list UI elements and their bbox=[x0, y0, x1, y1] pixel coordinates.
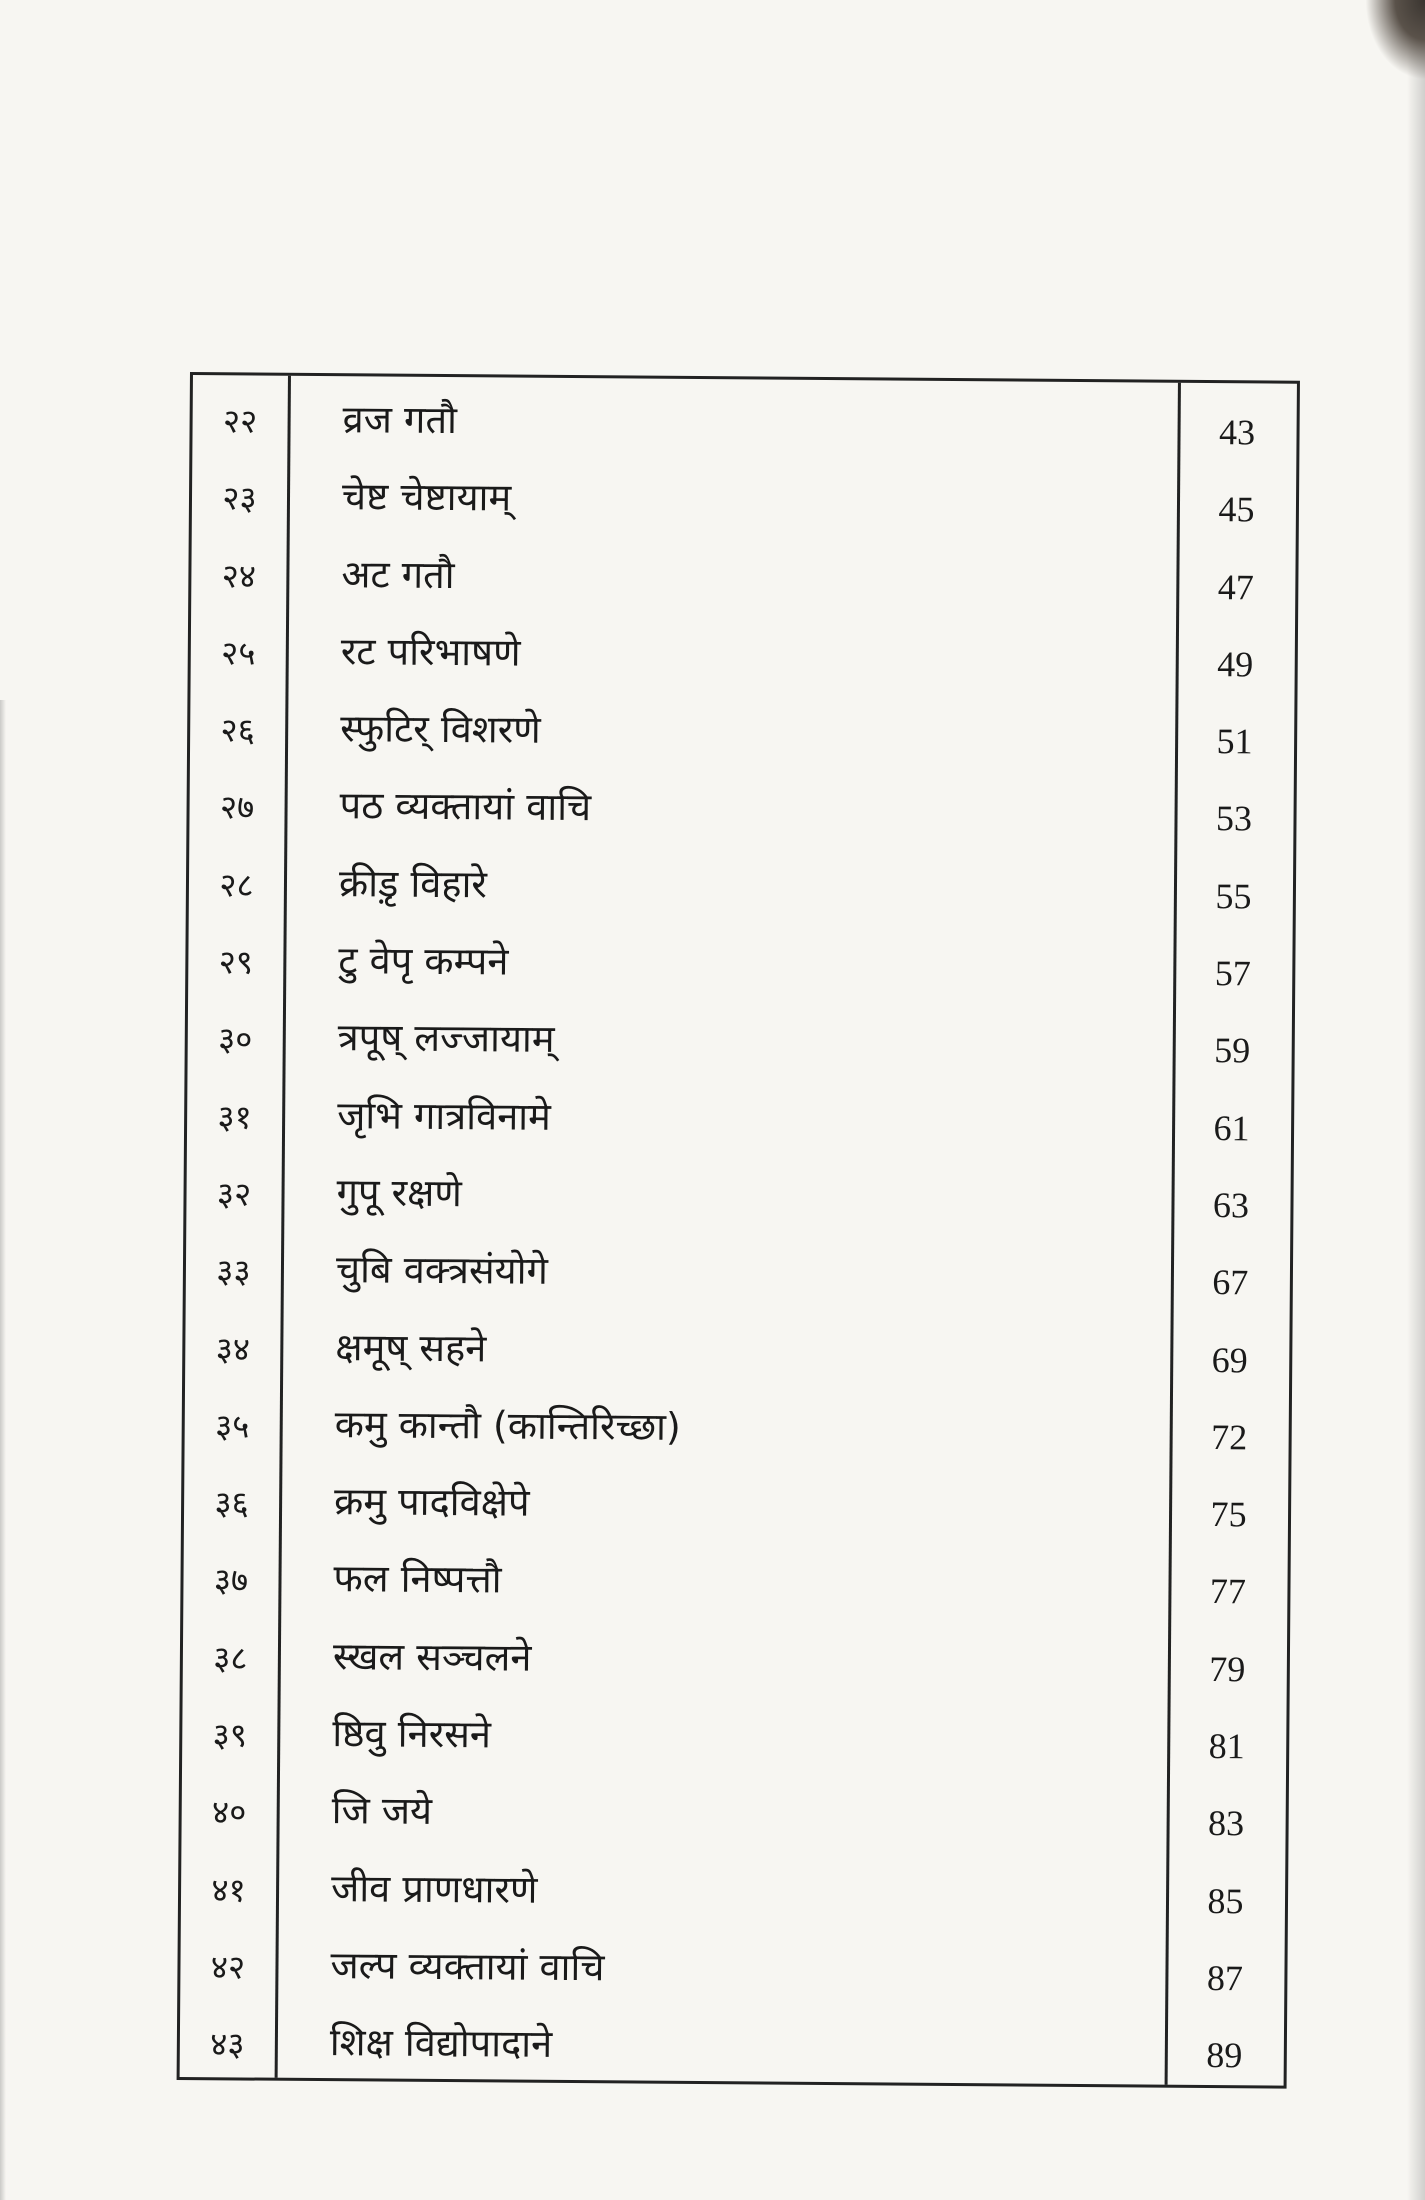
page-number: 85 bbox=[1207, 1880, 1244, 1921]
chapter-title: टु वेपृ कम्पने bbox=[338, 938, 509, 984]
table-row bbox=[183, 1620, 1288, 1706]
table-row bbox=[190, 692, 1295, 778]
chapter-title: फल निष्पत्तौ bbox=[333, 1556, 502, 1602]
page-number: 49 bbox=[1217, 643, 1254, 685]
table-row bbox=[182, 1697, 1287, 1783]
table-row bbox=[191, 538, 1296, 624]
chapter-title: जृभि गात्रविनामे bbox=[336, 1092, 552, 1139]
table-row bbox=[181, 1774, 1286, 1860]
page-number: 59 bbox=[1214, 1030, 1251, 1071]
table-row bbox=[185, 1311, 1290, 1397]
table-row bbox=[181, 1852, 1286, 1938]
page-number: 81 bbox=[1208, 1726, 1245, 1767]
chapter-title: स्फुटिर् विशरणे bbox=[340, 706, 541, 752]
chapter-title: रट परिभाषणे bbox=[340, 629, 521, 675]
table-row bbox=[189, 769, 1294, 855]
page-number: 63 bbox=[1212, 1185, 1250, 1226]
table-row bbox=[192, 460, 1297, 546]
table-row bbox=[184, 1465, 1289, 1551]
page-number: 87 bbox=[1206, 1957, 1244, 1999]
chapter-title: क्रीड़ृ विहारे bbox=[338, 860, 488, 907]
chapter-number: ३९ bbox=[212, 1715, 248, 1755]
page-number: 69 bbox=[1211, 1339, 1248, 1380]
table-row bbox=[187, 1079, 1292, 1165]
chapter-number: ४० bbox=[211, 1792, 247, 1832]
page-number: 72 bbox=[1211, 1416, 1248, 1458]
chapter-number: ३६ bbox=[214, 1483, 249, 1523]
table-row bbox=[183, 1542, 1288, 1628]
chapter-number: ३० bbox=[217, 1019, 253, 1059]
page-number: 53 bbox=[1215, 798, 1253, 839]
chapter-title: ष्ठिवु निरसने bbox=[332, 1711, 492, 1757]
chapter-title: शिक्ष विद्योपादाने bbox=[329, 2020, 553, 2067]
page-number: 61 bbox=[1213, 1107, 1250, 1149]
page-number: 51 bbox=[1216, 721, 1253, 762]
chapter-number: २४ bbox=[221, 555, 257, 596]
page-shadow bbox=[1407, 0, 1425, 2200]
table-row bbox=[186, 1156, 1291, 1242]
chapter-title: स्खल सञ्चलने bbox=[332, 1633, 532, 1680]
chapter-number: २७ bbox=[219, 787, 255, 828]
contents-table bbox=[177, 372, 1300, 2089]
chapter-title: क्रमु पादविक्षेपे bbox=[333, 1479, 530, 1525]
chapter-title: कमु कान्तौ (कान्तिरिच्छा) bbox=[334, 1402, 681, 1449]
chapter-number: ३३ bbox=[216, 1251, 251, 1291]
page-number: 45 bbox=[1218, 489, 1255, 530]
chapter-number: ४३ bbox=[210, 2024, 245, 2064]
page-number: 77 bbox=[1209, 1571, 1247, 1612]
chapter-number: २३ bbox=[222, 478, 257, 518]
chapter-number: २८ bbox=[219, 865, 254, 905]
page-number: 47 bbox=[1217, 566, 1255, 607]
chapter-title: व्रज गतौ bbox=[342, 397, 458, 443]
page-number: 55 bbox=[1215, 875, 1252, 917]
contents-rows bbox=[180, 383, 1297, 2092]
page-number: 43 bbox=[1218, 412, 1256, 453]
chapter-title: जल्प व्यक्तायां वाचि bbox=[330, 1943, 605, 1990]
table-row bbox=[187, 1001, 1292, 1087]
chapter-title: जीव प्राणधारणे bbox=[330, 1865, 538, 1912]
chapter-number: ४१ bbox=[211, 1869, 246, 1910]
chapter-number: ३१ bbox=[217, 1096, 252, 1137]
table-row bbox=[192, 383, 1297, 469]
chapter-number: ४२ bbox=[210, 1947, 246, 1987]
chapter-title: गुपू रक्षणे bbox=[336, 1170, 463, 1216]
chapter-number: ३४ bbox=[215, 1328, 251, 1369]
page-number: 67 bbox=[1212, 1262, 1249, 1303]
page-number: 83 bbox=[1207, 1803, 1245, 1844]
chapter-number: २६ bbox=[220, 710, 255, 750]
page-number: 89 bbox=[1206, 2035, 1243, 2076]
chapter-number: २५ bbox=[220, 633, 256, 673]
chapter-number: ३२ bbox=[216, 1174, 252, 1214]
chapter-title: चेष्ट चेष्टायाम् bbox=[341, 474, 512, 520]
table-row bbox=[188, 924, 1293, 1010]
page-edge bbox=[0, 700, 6, 2200]
table-row bbox=[189, 847, 1294, 933]
page-corner-shadow bbox=[1365, 0, 1425, 80]
page-number: 57 bbox=[1214, 953, 1251, 994]
chapter-title: जि जये bbox=[331, 1788, 433, 1834]
chapter-number: २९ bbox=[218, 942, 254, 982]
chapter-number: ३७ bbox=[213, 1560, 249, 1600]
chapter-number: ३५ bbox=[214, 1406, 250, 1446]
chapter-title: अट गतौ bbox=[341, 551, 455, 597]
table-row bbox=[180, 1929, 1285, 2015]
table-row bbox=[186, 1233, 1291, 1319]
page-number: 79 bbox=[1209, 1648, 1246, 1690]
table-row bbox=[184, 1388, 1289, 1474]
page-number: 75 bbox=[1210, 1494, 1247, 1535]
chapter-number: ३८ bbox=[213, 1637, 248, 1678]
chapter-number: २२ bbox=[222, 401, 258, 441]
chapter-title: पठ व्यक्तायां वाचि bbox=[339, 783, 592, 830]
table-row bbox=[190, 615, 1295, 701]
chapter-title: क्षमूष् सहने bbox=[335, 1324, 487, 1370]
chapter-title: चुबि वक्त्रसंयोगे bbox=[335, 1247, 549, 1294]
table-row bbox=[180, 2006, 1285, 2092]
chapter-title: त्रपूष् लज्जायाम् bbox=[337, 1015, 555, 1062]
